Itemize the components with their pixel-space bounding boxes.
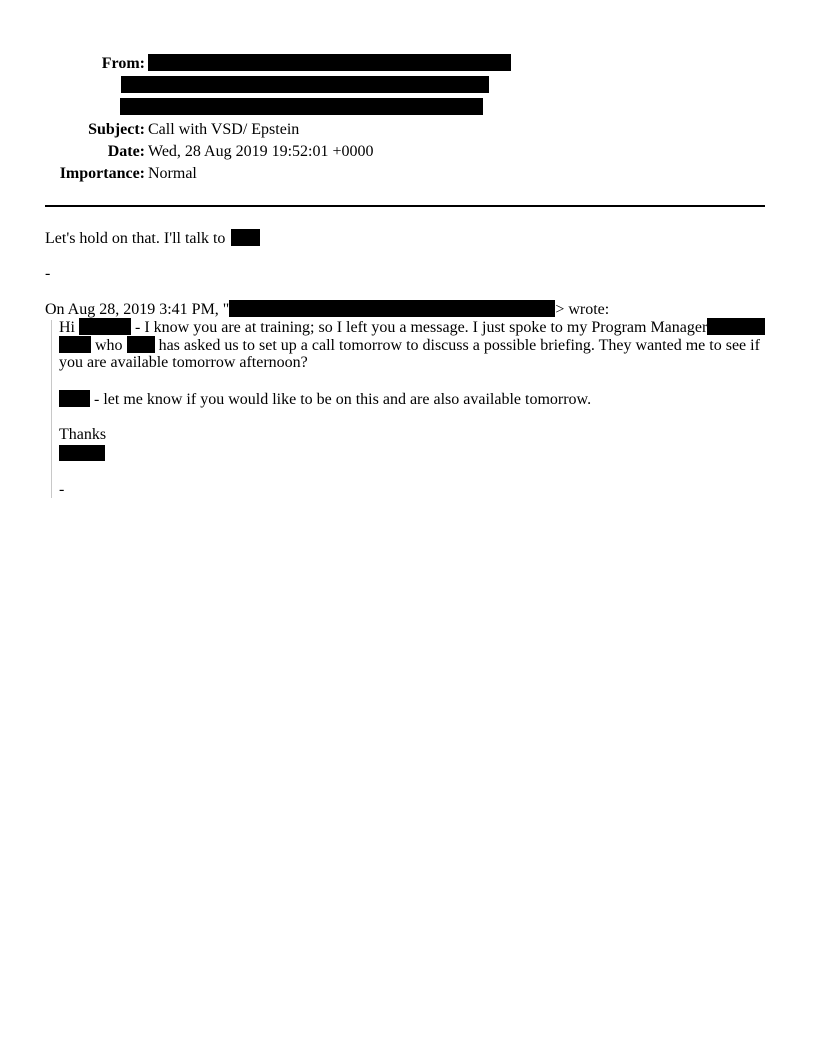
name-redaction-1 <box>79 318 131 335</box>
name-redaction-3 <box>127 336 155 353</box>
importance-label: Importance: <box>59 165 145 182</box>
date-label: Date: <box>107 143 145 160</box>
quote-line2-text: has asked us to set up a call tomorrow to discuss a possible briefing. They wanted me to see if <box>158 337 760 354</box>
quote-line-1 <box>59 318 765 337</box>
reply-text: Let's hold on that. I'll talk to <box>45 230 226 247</box>
attribution-prefix: On Aug 28, 2019 3:41 PM, " <box>45 301 230 318</box>
quote-bar <box>51 320 52 498</box>
date-value: Wed, 28 Aug 2019 19:52:01 +0000 <box>148 143 374 160</box>
quote-thanks: Thanks <box>59 426 107 443</box>
subject-label: Subject: <box>88 121 145 138</box>
quote-line4-text: - let me know if you would like to be on this and are also available tomorrow. <box>94 391 592 408</box>
quote-who: who <box>95 337 123 354</box>
quote-dash: - <box>59 481 65 498</box>
reply-line <box>45 229 260 248</box>
quote-hi: Hi <box>59 319 75 336</box>
name-redaction-4 <box>59 390 90 407</box>
from-redaction-1 <box>148 54 511 71</box>
quote-line-3: you are available tomorrow afternoon? <box>59 354 308 371</box>
name-redaction-2 <box>59 336 91 353</box>
importance-value: Normal <box>148 165 197 182</box>
from-redaction-3 <box>120 98 483 115</box>
from-redaction-2 <box>121 76 489 93</box>
from-label: From: <box>101 55 145 72</box>
quote-attribution <box>45 300 609 319</box>
quote-line-4 <box>59 390 591 409</box>
manager-redaction <box>707 318 765 335</box>
sender-redaction <box>229 300 555 317</box>
signature-redaction <box>59 445 105 461</box>
recipient-redaction <box>231 229 260 246</box>
quote-line1-text: - I know you are at training; so I left you a message. I just spoke to my Program Manager <box>135 319 708 336</box>
subject-value: Call with VSD/ Epstein <box>148 121 300 138</box>
quote-line-2 <box>59 336 760 355</box>
signature-dash: - <box>45 265 51 282</box>
header-divider <box>45 205 765 207</box>
attribution-suffix: > wrote: <box>555 301 610 318</box>
